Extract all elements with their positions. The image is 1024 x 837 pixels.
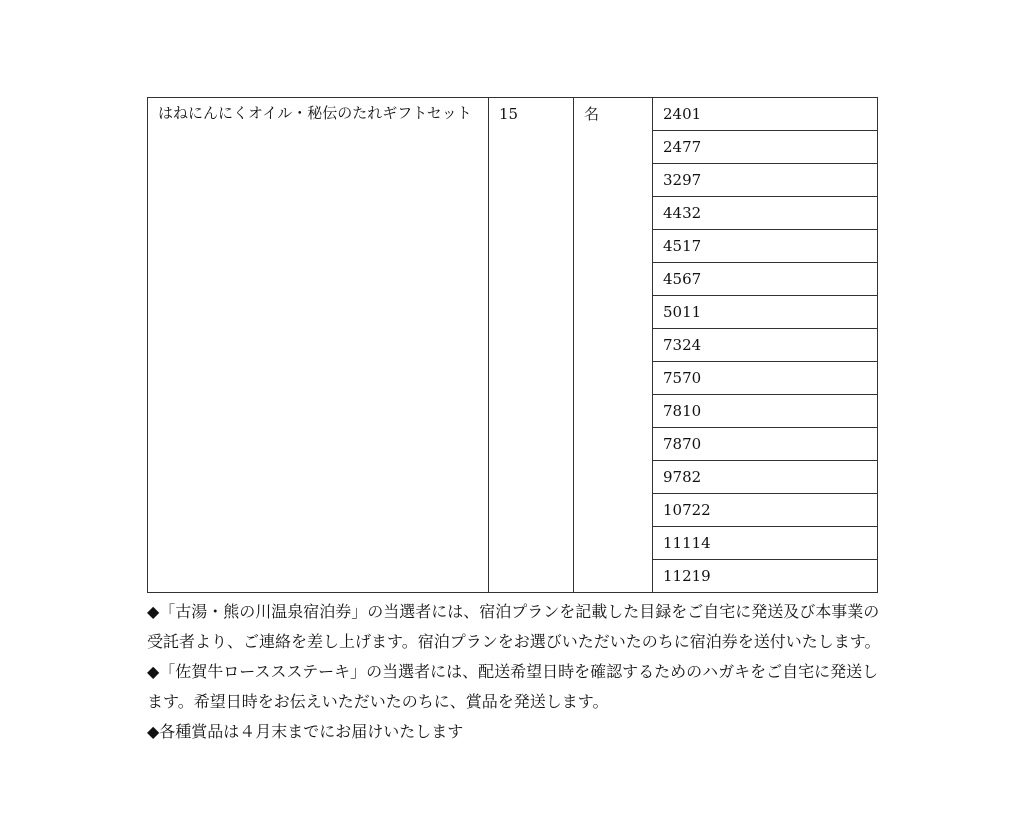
winners-table: [147, 97, 878, 593]
winning-number-cell: [653, 197, 878, 230]
note-saga-beef: ◆「佐賀牛ローススステーキ」の当選者には、配送希望日時を確認するためのハガキをご自宅に発送します。希望日時をお伝えいただいたのちに、賞品を発送します。: [147, 662, 879, 711]
winners-table-body: [148, 98, 878, 593]
winning-number: 5011: [663, 303, 702, 321]
winning-number: 10722: [663, 501, 711, 519]
winning-number: 4517: [663, 237, 702, 255]
winning-number: 7810: [663, 402, 702, 420]
winning-number-cell: [653, 428, 878, 461]
prize-name-cell: [148, 98, 489, 593]
winning-number-cell: [653, 296, 878, 329]
winning-number: 3297: [663, 171, 702, 189]
winning-number-cell: [653, 494, 878, 527]
notes-section: [147, 597, 887, 747]
winning-number-cell: [653, 395, 878, 428]
winning-number-cell: [653, 362, 878, 395]
winning-number: 2401: [663, 105, 702, 123]
winning-number-cell: [653, 230, 878, 263]
winning-number: 2477: [663, 138, 702, 156]
winning-number-cell: [653, 131, 878, 164]
winning-number: 7570: [663, 369, 702, 387]
prize-unit: 名: [584, 105, 600, 123]
prize-count: 15: [499, 105, 519, 123]
winning-number: 11114: [663, 534, 711, 552]
prize-count-cell: [489, 98, 574, 593]
winning-number: 9782: [663, 468, 702, 486]
winning-number-cell: [653, 263, 878, 296]
winning-number: 7870: [663, 435, 702, 453]
winning-number: 4567: [663, 270, 702, 288]
winning-number-cell: [653, 98, 878, 131]
winning-number-cell: [653, 329, 878, 362]
note-onsen-ticket: ◆「古湯・熊の川温泉宿泊券」の当選者には、宿泊プランを記載した目録をご自宅に発送及び本事業の受託者より、ご連絡を差し上げます。宿泊プランをお選びいただいたのちに宿泊券を送付いたします。: [147, 602, 881, 651]
winning-number: 7324: [663, 336, 702, 354]
table-row: [148, 98, 878, 131]
winning-number-cell: [653, 164, 878, 197]
note-delivery-timing: ◆各種賞品は４月末までにお届けいたします: [147, 722, 464, 741]
winning-number: 11219: [663, 567, 711, 585]
prize-unit-cell: [574, 98, 653, 593]
winning-number-cell: [653, 527, 878, 560]
prize-name: はねにんにくオイル・秘伝のたれギフトセット: [158, 104, 472, 122]
winning-number: 4432: [663, 204, 702, 222]
winning-number-cell: [653, 461, 878, 494]
winning-number-cell: [653, 560, 878, 593]
